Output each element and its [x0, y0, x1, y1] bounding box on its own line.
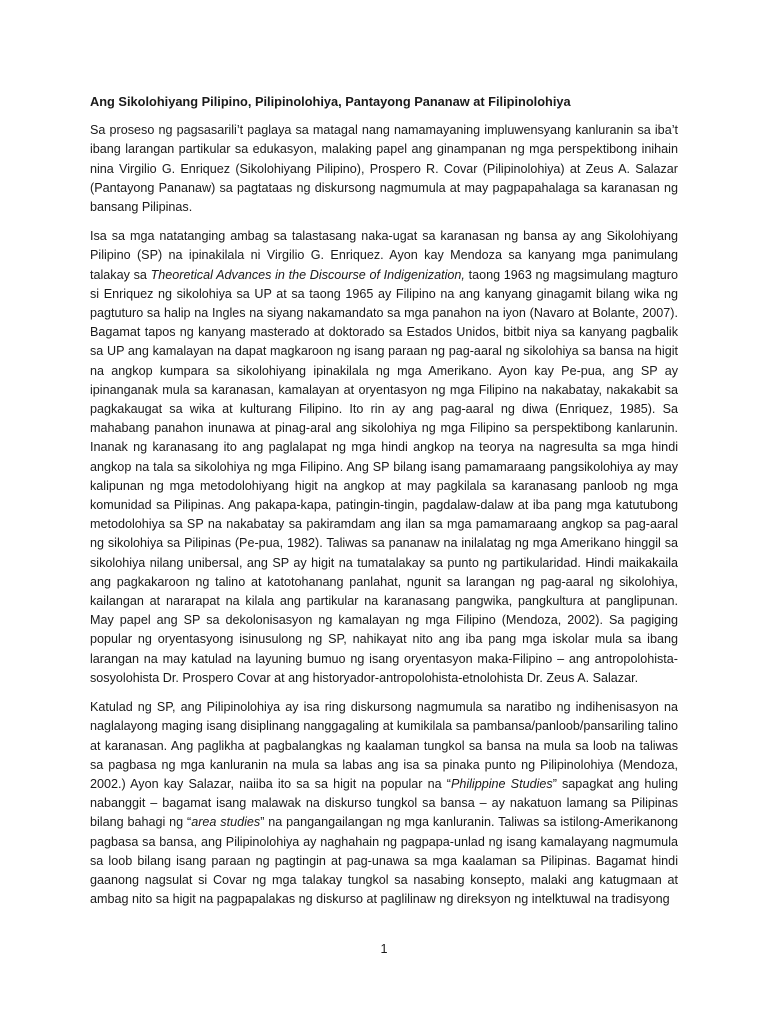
paragraph-3-italic-2: area studies: [191, 815, 261, 830]
paragraph-3: [90, 698, 678, 909]
paragraph-3-text-a: Katulad ng SP, ang Pilipinolohiya ay isa ring diskursong nagmumula sa naratibo ng indihenisasyon na naglalayong maging isang disiplinang nanggagaling at kumikilala sa pambansa/panloob/pansariling talino at karanasan. Ang paglikha at pagbalangkas ng kaalaman tungkol sa bansa na mula sa loob na taliwas sa pagbasa ng mga kanluranin na mula sa labas ang isa sa pinaka punto ng Pilipinolohiya (Mendoza, 2002.) Ayon kay Salazar, naiiba ito sa sa higit na popular na “: [90, 700, 678, 791]
paragraph-3-text-b: ” sapagkat ang huling nabanggit – bagamat isang malawak na diskurso tungkol sa bansa – ay nakatuon lamang sa Pilipinas bilang bahagi ng “: [90, 776, 678, 830]
paragraph-3-italic-1: Philippine Studies: [450, 776, 553, 791]
paragraph-2-text-b: taong 1963 ng magsimulang magturo si Enriquez ng sikolohiya sa UP at sa taong 1965 ay Filipino na ang kanyang ginagamit bilang wika ng pagtuturo sa halip na Ingles na siyang nakamandato sa mga panahon na iyon (Navaro at Bolante, 2007). Bagamat tapos ng kanyang masterado at doktorado sa Estados Unidos, bitbit niya sa kanyang pagbalik sa UP ang kamalayan na dapat magkaroon ng isang paraan ng pag-aaral ng sikolohiya sa bansa na higit na angkop kumpara sa sikolohiyang ipinakilala ng mga Amerikano. Ayon kay Pe-pua, ang SP ay ipinanganak mula sa karanasan, kamalayan at oryentasyon ng mga Filipino na nakabatay, nakakabit sa pagkakaugat sa wika at kulturang Filipino. Ito rin ay ang pag-aaral ng diwa (Enriquez, 1985). Sa mahabang panahon inunawa at pinag-aral ang sikolohiya ng mga Filipino sa perspektibong kanlarunin. Inanak ng karanasang ito ang paglalapat ng mga hindi angkop na teorya na nagresulta sa mga hindi angkop na tala sa sikolohiya ng mga Filipino. Ang SP bilang isang pamamaraang pangsikolohiya ay may kalipunan ng mga metodolohiyang higit na angkop at may pagkilala sa karanasang panloob ng mga komunidad sa Pilipinas. Ang pakapa-kapa, patingin-tingin, pagdalaw-dalaw at iba pang mga katutubong metodolohiya sa SP na nakabatay sa pakiramdam ang ilan sa mga pamamaraang angkop sa pag-aaral ng sikolohiya sa Pilipinas (Pe-pua, 1982). Taliwas sa pananaw na inilalatag ng mga Amerikano hinggil sa sikolohiya nilang unibersal, ang SP ay higit na tumatalakay sa punto ng partikularidad. Hindi maikakaila ang pagkakaroon ng talino at katotohanang panlahat, ngunit sa larangan ng pag-aaral ng sikolohiya, kailangan at nararapat na kilala ang partikular na karanasang pangwika, pangkultura at panglipunan. May papel ang SP sa dekolonisasyon ng kamalayan ng mga Filipino (Mendoza, 2002). Sa pagiging popular ng oryentasyong isinusulong ng SP, nahikayat nito ang iba pang mga iskolar mula sa ibang larangan na may katulad na layuning bumuo ng isang oryentasyon maka-Filipino – ang antropolohista-sosyolohista Dr. Prospero Covar at ang historyador-antropolohista-etnolohista Dr. Zeus A. Salazar.: [90, 267, 678, 685]
paragraph-2-text-a: Isa sa mga natatanging ambag sa talastasang naka-ugat sa karanasan ng bansa ay ang Sikolohiyang Pilipino (SP) na ipinakilala ni Virgilio G. Enriquez. Ayon kay Mendoza sa kanyang mga panimulang talakay sa: [90, 229, 678, 282]
paragraph-2: [90, 227, 678, 688]
paragraph-1: Sa proseso ng pagsasarili’t paglaya sa matagal nang namamayaning impluwensyang kanluranin sa iba’t ibang larangan partikular sa edukasyon, malaking papel ang ginampanan ng mga perspektibong inihain nina Virgilio G. Enriquez (Sikolohiyang Pilipino), Prospero R. Covar (Pilipinolohiya) at Zeus A. Salazar (Pantayong Pananaw) sa pagtataas ng diskursong nagmumula at may pagpapahalaga sa karanasan ng bansang Pilipinas.: [90, 123, 678, 215]
document-page: [90, 92, 678, 919]
page-number: 1: [380, 942, 388, 956]
document-title: Ang Sikolohiyang Pilipino, Pilipinolohiya, Pantayong Pananaw at Filipinolohiya: [90, 94, 571, 109]
paragraph-3-text-c: ” na pangangailangan ng mga kanluranin. Taliwas sa istilong-Amerikanong pagbasa sa bansa, ang Pilipinolohiya ay naghahain ng pagpapa-unlad ng isang kamalayang nagmumula sa loob bilang isang paraan ng pagtingin at pag-unawa sa mga kaalaman sa Pilipinas. Bagamat hindi gaanong nagsulat si Covar ng mga talakay tungkol sa nasabing konsepto, malaki ang katugmaan at ambag nito sa higit na pagpapalakas ng diskurso at paglilinaw ng direksyon ng intelktuwal na tradisyong: [90, 815, 678, 907]
paragraph-2-italic-title: Theoretical Advances in the Discourse of Indigenization,: [150, 267, 465, 282]
